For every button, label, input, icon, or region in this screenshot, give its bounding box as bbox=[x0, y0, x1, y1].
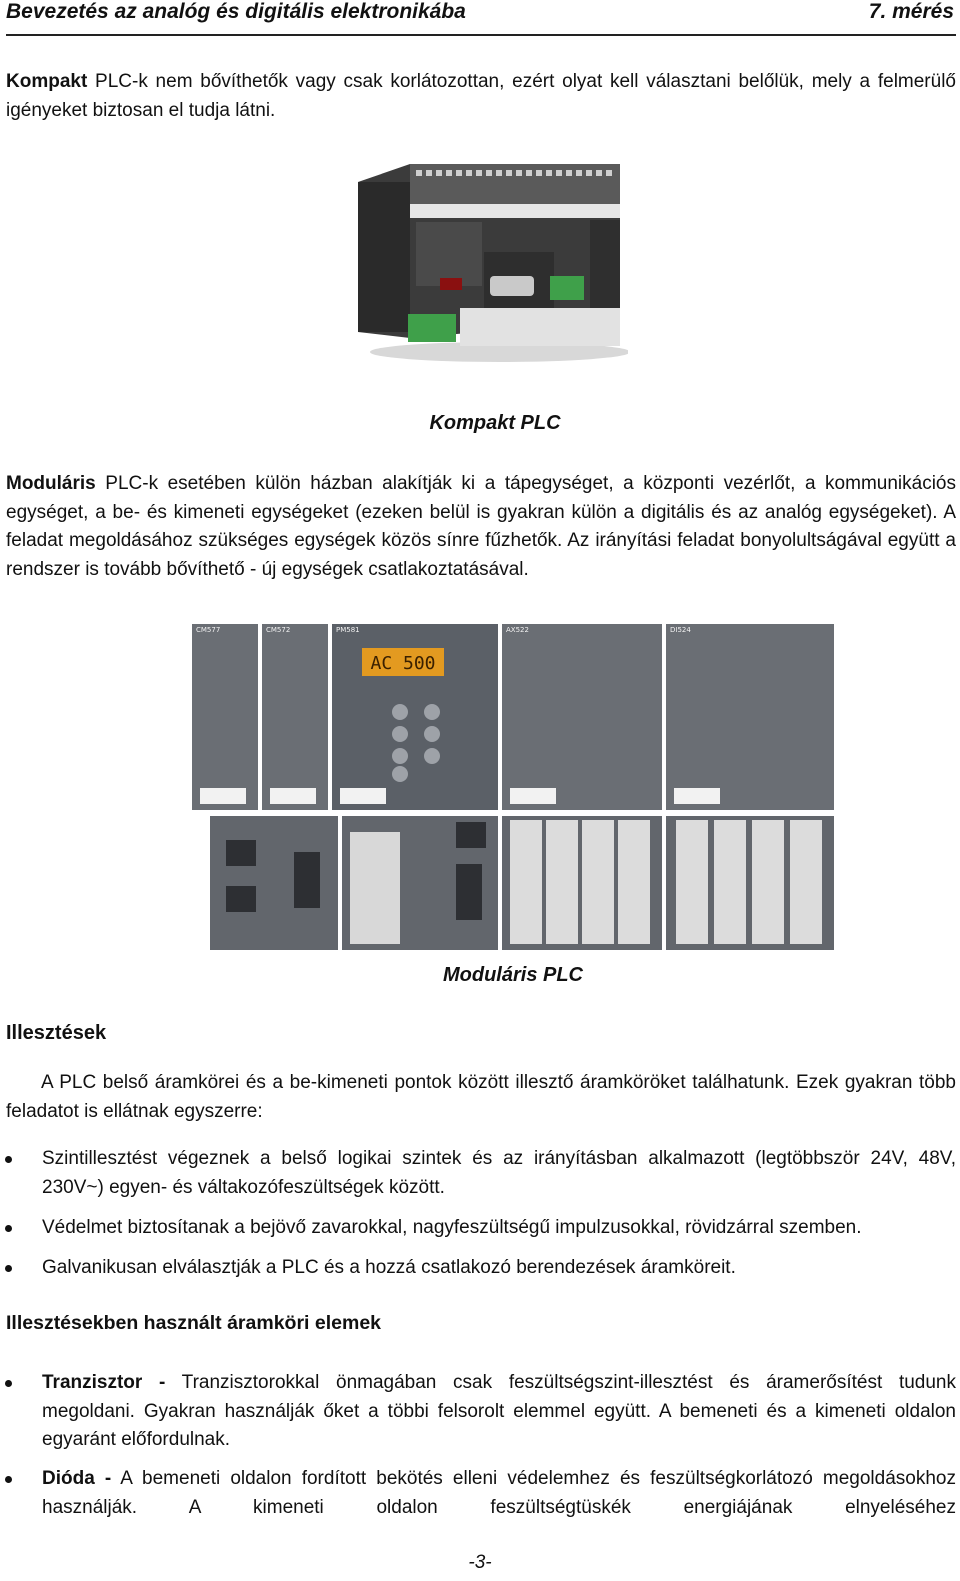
modular-bold-term: Moduláris bbox=[6, 473, 96, 494]
bullet-dot-icon bbox=[5, 1380, 12, 1387]
bullet-dot-icon bbox=[5, 1265, 12, 1272]
bullet-dot-icon bbox=[5, 1225, 12, 1232]
term-diode: Dióda - bbox=[42, 1468, 112, 1489]
modular-text: PLC-k esetében külön házban alakítják ki a tápegységet, a központi vezérlőt, a kommunikációs egységet, a be- és kimeneti egységeket (ezeken belül is gyakran külön a digitális és az analóg egységeket). A feladat megoldásához szükséges egységek közös sínre fűzhetők. Az irányítási feladat bonyolultságával együtt a rendszer is tovább bővíthető - új egységek csatlakoztatásával. bbox=[6, 473, 956, 580]
plc-display-text: AC 500 bbox=[370, 653, 436, 674]
intro-bold-term: Kompakt bbox=[6, 71, 88, 92]
figure2-caption: Moduláris PLC bbox=[442, 964, 583, 986]
bullet-text: Védelmet biztosítanak a bejövő zavarokkal, nagyfeszültségű impulzusokkal, rövidzárral szemben. bbox=[42, 1217, 862, 1238]
module-label-cm572: CM572 bbox=[266, 626, 291, 634]
document-title: Bevezetés az analóg és digitális elektronikába bbox=[6, 0, 466, 23]
bullet-text: Szintillesztést végeznek a belső logikai szintek és az irányításban alkalmazott (legtöbbször 24V, 48V, 230V~) egyen- és váltakozófeszültségek között. bbox=[42, 1148, 956, 1198]
term-description: Tranzisztorokkal önmagában csak feszültségszint-illesztést és áramerősítést tudunk megoldani. Gyakran használják őket a többi felsorolt elemmel együtt. A bemeneti és a kimeneti oldalon egyaránt előfordulnak. bbox=[42, 1372, 956, 1450]
intro-paragraph bbox=[6, 68, 956, 125]
page-number: -3- bbox=[468, 1552, 492, 1573]
term-description: A bemeneti oldalon fordított bekötés elleni védelemhez és feszültségkorlátozó megoldásokhoz használják. A kimeneti oldalon feszültségtüskék energiájának elnyeléséhez bbox=[42, 1468, 956, 1518]
module-label-di524: DI524 bbox=[670, 626, 691, 634]
bullet-dot-icon bbox=[5, 1156, 12, 1163]
modular-plc-image bbox=[190, 620, 836, 952]
module-label-pm581: PM581 bbox=[336, 626, 360, 634]
figure1-caption: Kompakt PLC bbox=[429, 412, 561, 434]
bullet-text bbox=[42, 1465, 956, 1522]
modular-paragraph bbox=[6, 470, 956, 584]
module-label-cm577: CM577 bbox=[196, 626, 221, 634]
module-label-ax522: AX522 bbox=[506, 626, 529, 634]
bullet-text: Galvanikusan elválasztják a PLC és a hozzá csatlakozó berendezések áramköreit. bbox=[42, 1257, 736, 1278]
lab-number: 7. mérés bbox=[868, 0, 954, 23]
term-transistor: Tranzisztor - bbox=[42, 1372, 166, 1393]
intro-text: PLC-k nem bővíthetők vagy csak korlátozottan, ezért olyat kell választani belőlük, mely a felmerülő igényeket biztosan el tudja látni. bbox=[6, 71, 956, 121]
section-heading-circuit-elements: Illesztésekben használt áramköri elemek bbox=[6, 1312, 382, 1334]
bullet-text bbox=[42, 1369, 956, 1455]
page-header bbox=[6, 0, 956, 36]
interfaces-intro-paragraph: A PLC belső áramkörei és a be-kimeneti pontok között illesztő áramköröket találhatunk. Ezek gyakran több feladatot is ellátnak egyszerre: bbox=[6, 1072, 956, 1122]
compact-plc-image bbox=[350, 160, 628, 365]
bullet-dot-icon bbox=[5, 1476, 12, 1483]
section-heading-interfaces: Illesztések bbox=[6, 1022, 107, 1044]
